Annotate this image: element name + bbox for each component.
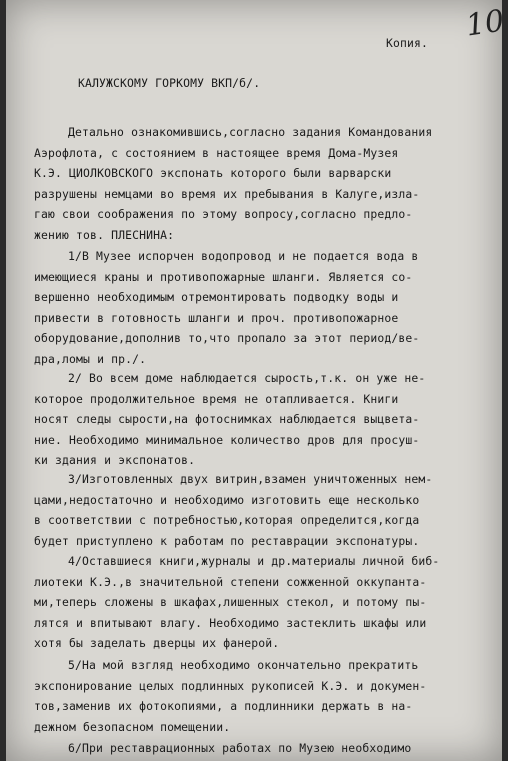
text-line: имеющиеся краны и противопожарные шланги. Является со- [34, 269, 413, 284]
text-line: которое продолжительное время не отапливается. Книги [34, 391, 399, 406]
text-line: разрушены немцами во время их пребывания в Калуге,излa- [34, 186, 420, 201]
item-1-paragraph [34, 246, 484, 369]
text-line: хотя бы заделать дверцы их фанерой. [34, 636, 280, 650]
text-line: 5/На мой взгляд необходимо окончательно прекратить [68, 658, 419, 672]
text-line: лятся и впитывают влагу. Необходимо застеклить шкафы или [34, 615, 427, 630]
text-line: Детально ознакомившись,согласно задания Командования [68, 125, 433, 139]
text-line: дежном безопасном помещении. [34, 719, 231, 734]
text-line: К.Э. ЦИОЛКОВСКОГО экспонать которого были варварски [34, 166, 392, 180]
intro-paragraph [34, 122, 484, 245]
text-line: ние. Необходимо минимальное количество дров для просуш- [34, 432, 420, 447]
item-4-paragraph [34, 551, 484, 654]
text-line: 1/В Музее испорчен водопровод и не подается вода в [68, 249, 419, 263]
item-2-paragraph [34, 368, 484, 471]
text-line: экспонирование целых подлинных рукописей К.Э. и докумен- [34, 678, 427, 693]
text-line: жению тов. ПЛЕСНИНА: [34, 227, 175, 242]
item-5-paragraph [34, 655, 484, 737]
handwritten-page-number: 10 [463, 3, 507, 44]
item-3-paragraph [34, 469, 484, 551]
text-line: 6/При реставрационных работах по Музею необходимо [68, 741, 412, 755]
text-line: цами,недостаточно и необходимо изготовить еще несколько [34, 492, 420, 507]
text-line: 4/Оставшиеся книги,журналы и др.материалы личной биб- [68, 554, 440, 568]
text-line: в соответствии с потребностью,которая определится,когда [34, 513, 420, 527]
document-page [6, 0, 507, 761]
text-line: ми,теперь сложены в шкафах,лишенных стекол, и потому пы- [34, 595, 427, 609]
addressee-heading: КАЛУЖСКОМУ ГОРКОМУ ВКП/б/. [78, 76, 261, 90]
text-line: 3/Изготовленных двух витрин,взамен уничтоженных нем- [68, 472, 433, 486]
text-line: 2/ Во всем доме наблюдается сырость,т.к. он уже не- [68, 371, 426, 385]
text-line: оборудование,дополнив то,что пропало за этот период/ве- [34, 331, 420, 345]
item-6-paragraph [34, 738, 484, 759]
text-line: вершенно необходимым отремонтировать подводку воды и [34, 290, 399, 304]
text-line: ки здания и экспонатов. [34, 453, 196, 467]
text-line: будет приступлено к работам по реставрации экспонатуры. [34, 533, 420, 548]
text-line: Аэрофлота, с состоянием в настоящее время Дома-Музея [34, 145, 399, 160]
copy-label: Копия. [386, 36, 429, 50]
text-line: тов,заменив их фотокопиями, а подлинники держать в на- [34, 699, 413, 713]
text-line: лиотеки К.Э.,в значительной степени сожженной оккупанта- [34, 574, 427, 589]
text-line: гаю свои соображения по этому вопросу,согласно предло- [34, 207, 413, 221]
text-line: дра,ломы и пр./. [34, 351, 147, 366]
text-line: привести в готовность шланги и проч. противопожарное [34, 310, 399, 325]
text-line: носят следы сырости,на фотоснимках наблюдается выцвета- [34, 412, 420, 426]
